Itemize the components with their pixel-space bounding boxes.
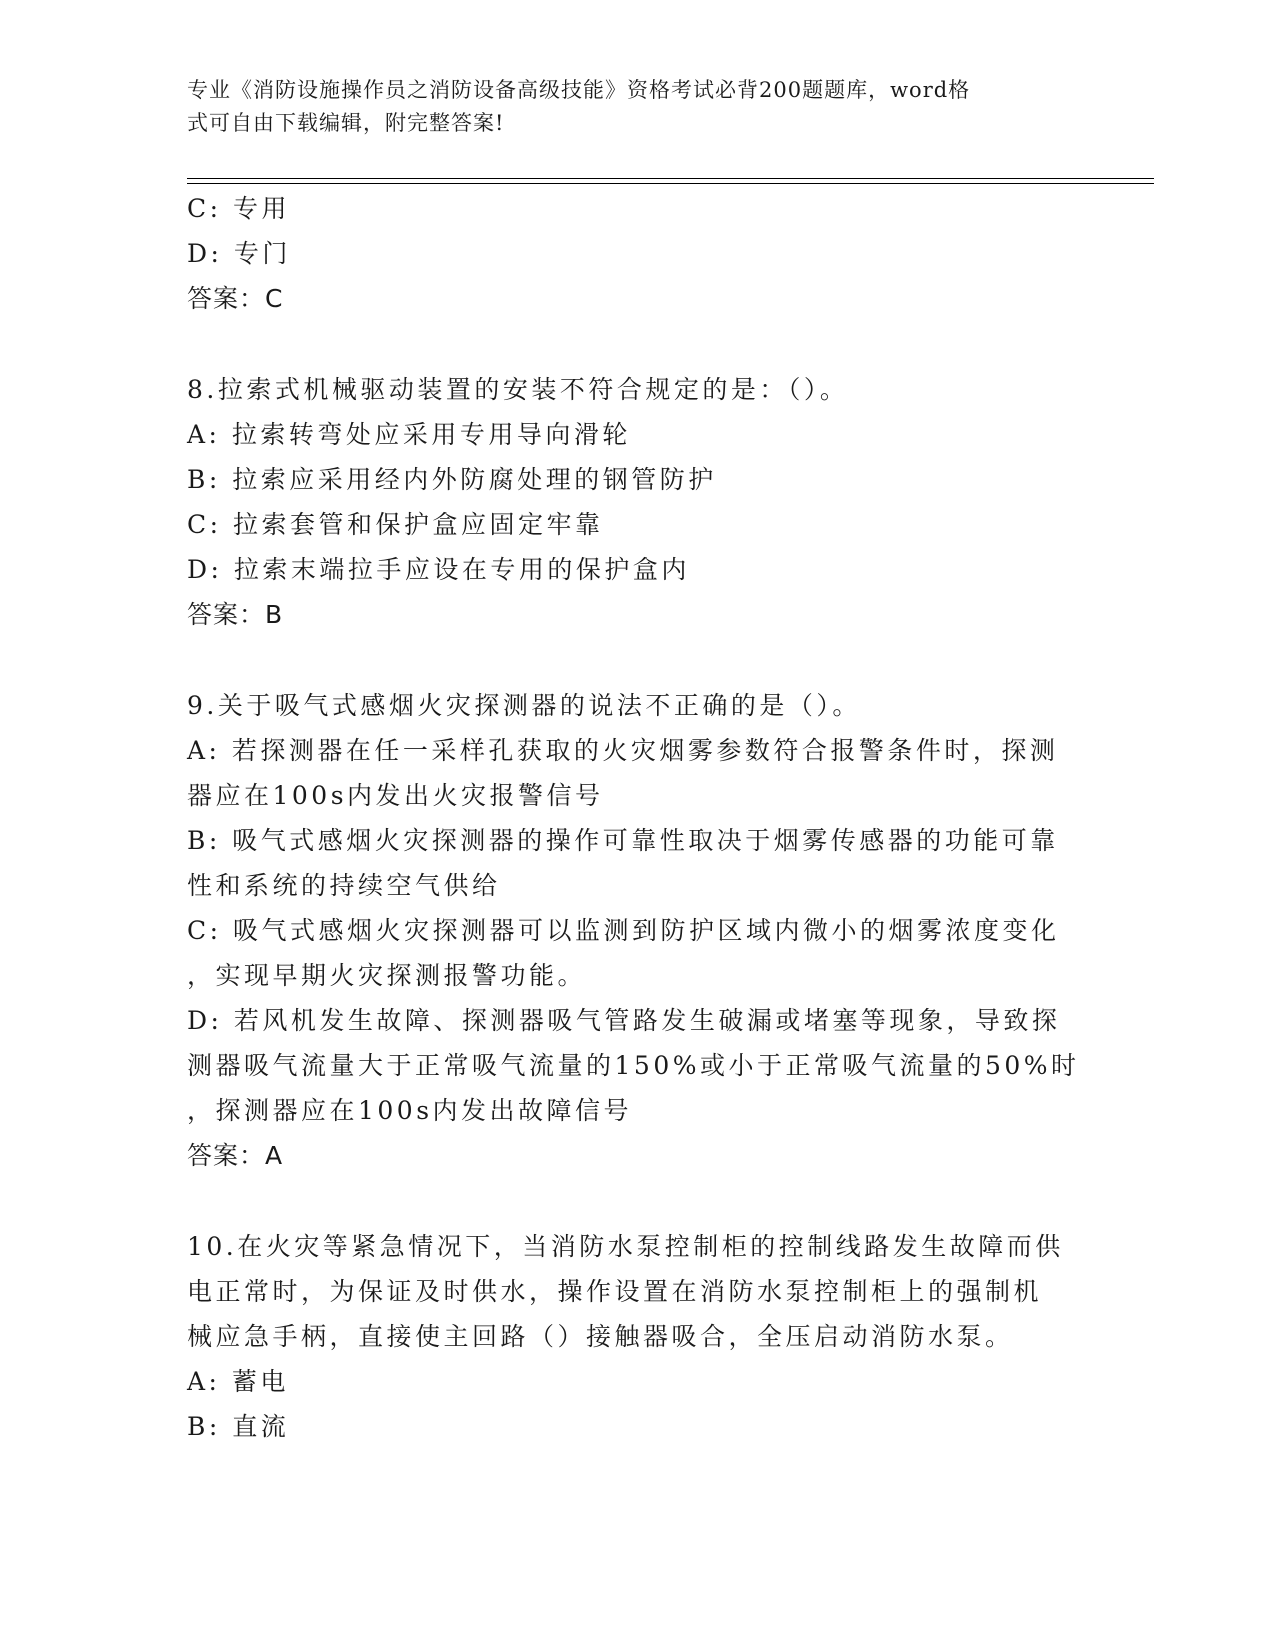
q10-question-line-3: 械应急手柄，直接使主回路（）接触器吸合，全压启动消防水泵。 [187,1322,1014,1351]
question-9 [187,683,1080,1178]
q9-option-b-line-1: B: 吸气式感烟火灾探测器的操作可靠性取决于烟雾传感器的功能可靠 [187,826,1059,855]
q9-question: 9.关于吸气式感烟火灾探测器的说法不正确的是（）。 [187,691,861,720]
question-content [187,186,1080,1449]
q9-option-d-line-3: ，探测器应在100s内发出故障信号 [187,1096,633,1125]
q8-option-c: C: 拉索套管和保护盒应固定牢靠 [187,510,604,539]
q10-question-line-1: 10.在火灾等紧急情况下，当消防水泵控制柜的控制线路发生故障而供 [187,1232,1064,1261]
header-line-2: 式可自由下载编辑，附完整答案! [187,111,505,135]
q9-option-d-line-1: D: 若风机发生故障、探测器吸气管路发生破漏或堵塞等现象，导致探 [187,1006,1061,1035]
q9-answer: 答案：A [187,1141,284,1170]
header-divider [187,178,1154,184]
q9-option-d-line-2: 测器吸气流量大于正常吸气流量的150%或小于正常吸气流量的50%时 [187,1051,1080,1080]
question-8 [187,367,1067,637]
question-7 [187,186,1067,321]
q9-option-b-line-2: 性和系统的持续空气供给 [187,871,501,900]
q8-question: 8.拉索式机械驱动装置的安装不符合规定的是：（）。 [187,375,849,404]
q10-option-a: A: 蓄电 [187,1367,289,1396]
q7-answer: 答案：C [187,284,284,313]
page-header [187,74,1067,140]
q7-option-c: C: 专用 [187,194,290,223]
q9-option-c-line-2: ，实现早期火灾探测报警功能。 [187,961,587,990]
q8-option-d: D: 拉索末端拉手应设在专用的保护盒内 [187,555,690,584]
q10-question-line-2: 电正常时，为保证及时供水，操作设置在消防水泵控制柜上的强制机 [187,1277,1043,1306]
q8-option-a: A: 拉索转弯处应采用专用导向滑轮 [187,420,631,449]
spacer [187,637,1067,683]
q10-option-b: B: 直流 [187,1412,290,1441]
q8-answer: 答案：B [187,600,284,629]
spacer [187,321,1067,367]
spacer [187,1178,1067,1224]
q7-option-d: D: 专门 [187,239,291,268]
q9-option-a-line-1: A: 若探测器在任一采样孔获取的火灾烟雾参数符合报警条件时，探测 [187,736,1059,765]
q9-option-a-line-2: 器应在100s内发出火灾报警信号 [187,781,604,810]
q8-option-b: B: 拉索应采用经内外防腐处理的钢管防护 [187,465,717,494]
question-10 [187,1224,1067,1449]
header-line-1: 专业《消防设施操作员之消防设备高级技能》资格考试必背200题题库，word格 [187,78,971,102]
q9-option-c-line-1: C: 吸气式感烟火灾探测器可以监测到防护区域内微小的烟雾浓度变化 [187,916,1060,945]
